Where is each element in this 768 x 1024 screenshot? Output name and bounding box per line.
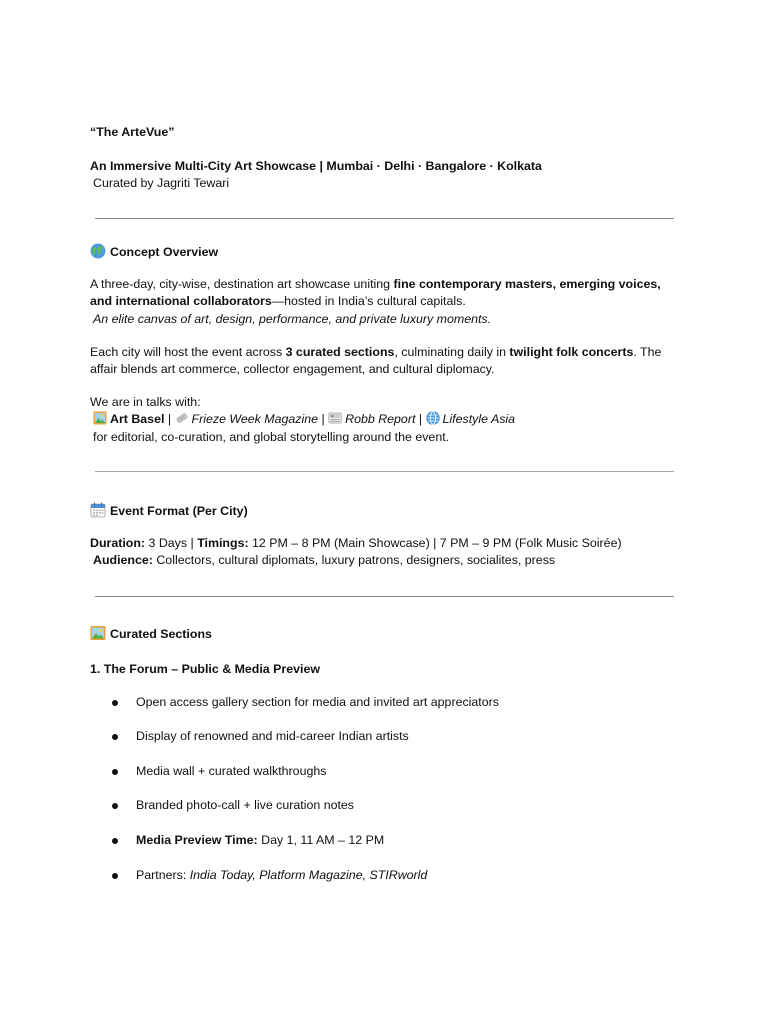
list-item: Open access gallery section for media and invited art appreciators <box>136 695 499 709</box>
bullet-dot <box>112 769 118 775</box>
format-duration-line <box>90 535 622 552</box>
partner-frieze-week: Frieze Week Magazine <box>191 412 319 426</box>
document-subtitle: An Immersive Multi-City Art Showcase | Mumbai · Delhi · Bangalore · Kolkata <box>90 159 542 173</box>
separator: | <box>167 412 172 426</box>
newspaper-icon <box>328 411 342 425</box>
concept-tagline: An elite canvas of art, design, performance, and private luxury moments. <box>93 312 492 326</box>
list-item <box>136 832 384 849</box>
timings-label: Timings: <box>197 536 249 550</box>
concept-paragraph-line-1 <box>90 276 661 293</box>
bullet-dot <box>112 838 118 844</box>
format-heading-text: Event Format (Per City) <box>110 504 248 518</box>
concept-text: A three-day, city-wise, destination art showcase uniting <box>90 277 394 291</box>
calendar-icon <box>90 502 106 518</box>
bullet-dot <box>112 734 118 740</box>
concept-emphasis: and international collaborators <box>90 294 272 308</box>
sections-heading <box>90 625 212 643</box>
partners-label: Partners: <box>136 868 190 882</box>
concept-text: . The <box>633 345 662 359</box>
list-item: Branded photo-call + live curation notes <box>136 798 355 812</box>
curator-line: Curated by Jagriti Tewari <box>93 176 230 190</box>
timings-value: 12 PM – 8 PM (Main Showcase) | 7 PM – 9 PM (Folk Music Soirée) <box>248 536 622 550</box>
bullet-dot <box>112 803 118 809</box>
duration-value: 3 Days | <box>145 536 198 550</box>
concept-emphasis: twilight folk concerts <box>509 345 634 359</box>
audience-label: Audience: <box>93 553 153 567</box>
concept-paragraph-2-line-1 <box>90 344 661 361</box>
format-audience-line <box>93 552 555 569</box>
partner-lifestyle-asia: Lifestyle Asia <box>442 412 516 426</box>
sections-heading-text: Curated Sections <box>110 627 212 641</box>
bullet-dot <box>112 700 118 706</box>
separator: | <box>321 412 325 426</box>
framed-picture-icon <box>93 411 107 425</box>
concept-emphasis: fine contemporary masters, emerging voices, <box>393 277 661 291</box>
concept-emphasis: 3 curated sections <box>285 345 395 359</box>
separator: | <box>418 412 423 426</box>
partner-robb-report: Robb Report <box>345 412 416 426</box>
media-preview-label: Media Preview Time: <box>136 833 258 847</box>
list-item: Media wall + curated walkthroughs <box>136 764 327 778</box>
globe-meridians-icon <box>426 411 440 425</box>
divider <box>95 596 674 597</box>
divider <box>95 471 674 472</box>
talks-outro: for editorial, co-curation, and global storytelling around the event. <box>93 430 450 444</box>
concept-text: —hosted in India’s cultural capitals. <box>271 294 466 308</box>
concept-heading-text: Concept Overview <box>110 245 219 259</box>
framed-picture-icon <box>90 625 106 641</box>
media-preview-value: Day 1, 11 AM – 12 PM <box>257 833 385 847</box>
audience-value: Collectors, cultural diplomats, luxury patrons, designers, socialites, press <box>152 553 556 567</box>
concept-text: Each city will host the event across <box>90 345 286 359</box>
globe-icon <box>90 243 106 259</box>
forum-title: 1. The Forum – Public & Media Preview <box>90 662 320 676</box>
document-title: “The ArteVue” <box>90 125 175 139</box>
concept-paragraph-2-line-2: affair blends art commerce, collector engagement, and cultural diplomacy. <box>90 362 495 376</box>
list-item <box>136 867 427 884</box>
partner-art-basel: Art Basel <box>110 412 165 426</box>
format-heading <box>90 502 248 520</box>
partners-value: India Today, Platform Magazine, STIRworld <box>189 868 428 882</box>
concept-heading <box>90 243 218 261</box>
list-item: Display of renowned and mid-career Indian artists <box>136 729 409 743</box>
bullet-dot <box>112 873 118 879</box>
divider <box>95 218 674 219</box>
concept-paragraph-line-2 <box>90 293 466 310</box>
newspaper-roll-icon <box>175 411 189 425</box>
talks-intro: We are in talks with: <box>90 395 201 409</box>
partners-line <box>93 411 515 428</box>
concept-text: , culminating daily in <box>394 345 510 359</box>
duration-label: Duration: <box>90 536 146 550</box>
